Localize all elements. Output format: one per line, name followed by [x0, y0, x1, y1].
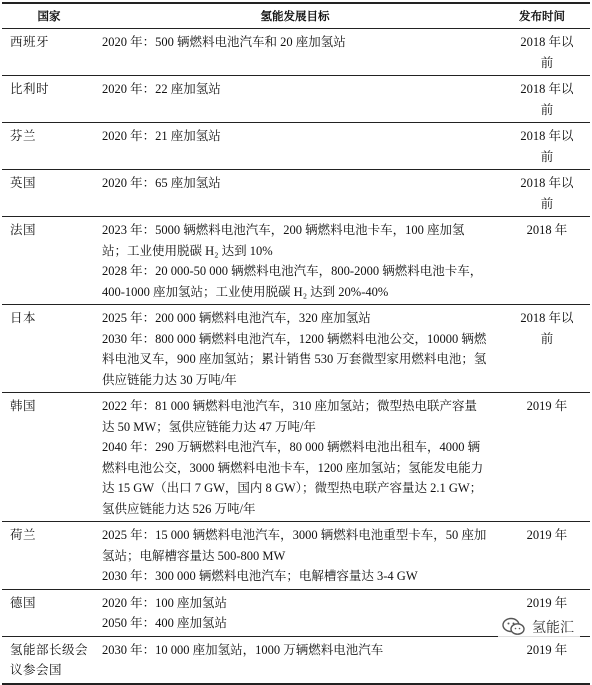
goal-line: 2020 年：500 辆燃料电池汽车和 20 座加氢站	[102, 35, 346, 49]
goal-cell	[96, 522, 494, 590]
goal-line: 2023 年：5000 辆燃料电池汽车，200 辆燃料电池卡车，100 座加氢站；工业使用脱碳 H₂ 达到 10%	[102, 223, 465, 258]
goal-line: 2020 年：21 座加氢站	[102, 129, 221, 143]
goal-line: 2020 年：22 座加氢站	[102, 82, 221, 96]
hydrogen-goals-table	[2, 2, 590, 685]
table-row	[2, 123, 590, 170]
goal-line: 2028 年：20 000-50 000 辆燃料电池汽车，800-2000 辆燃料电池卡车，400-1000 座加氢站；工业使用脱碳 H₂ 达到 20%-40%	[102, 264, 483, 299]
goal-line: 2030 年：300 000 辆燃料电池汽车；电解槽容量达 3-4 GW	[102, 569, 418, 583]
watermark	[498, 614, 580, 640]
goal-cell	[96, 217, 494, 305]
year-cell: 2019 年	[494, 636, 590, 684]
goal-line: 2030 年：10 000 座加氢站，1000 万辆燃料电池汽车	[102, 642, 384, 657]
table-row	[2, 170, 590, 217]
country-cell: 法国	[2, 217, 96, 305]
table-row	[2, 305, 590, 393]
goal-line: 2050 年：400 座加氢站	[102, 616, 228, 630]
watermark-text: 氢能汇	[532, 620, 574, 636]
goal-line: 2020 年：65 座加氢站	[102, 176, 221, 190]
table-row	[2, 76, 590, 123]
year-cell: 2018 年	[494, 217, 590, 305]
goal-cell	[96, 123, 494, 170]
year-cell: 2019 年	[494, 589, 590, 636]
table-row	[2, 29, 590, 76]
header-year: 发布时间	[494, 3, 590, 29]
wechat-icon	[502, 617, 526, 637]
country-cell: 西班牙	[2, 29, 96, 76]
header-country: 国家	[2, 3, 96, 29]
header-goal: 氢能发展目标	[96, 3, 494, 29]
goal-cell	[96, 589, 494, 636]
goal-cell	[96, 29, 494, 76]
goal-line: 2030 年：800 000 辆燃料电池汽车，1200 辆燃料电池公交，10000 辆燃料电池叉车，900 座加氢站；累计销售 530 万套微型家用燃料电池；氢供应链能力达 30 万吨/年	[102, 331, 487, 387]
goal-line: 2020 年：100 座加氢站	[102, 595, 228, 610]
country-cell: 比利时	[2, 76, 96, 123]
table-row	[2, 522, 590, 590]
goal-cell	[96, 76, 494, 123]
country-cell: 日本	[2, 305, 96, 393]
goal-cell	[96, 305, 494, 393]
table-row	[2, 636, 590, 684]
table-body	[2, 29, 590, 684]
country-cell: 韩国	[2, 393, 96, 522]
year-cell: 2018 年以前	[494, 305, 590, 393]
year-cell: 2018 年以前	[494, 76, 590, 123]
country-cell: 氢能部长级会议参会国	[2, 636, 96, 684]
country-cell: 德国	[2, 589, 96, 636]
year-cell: 2019 年	[494, 393, 590, 522]
goal-cell	[96, 393, 494, 522]
goal-cell	[96, 636, 494, 684]
goal-line: 2040 年：290 万辆燃料电池汽车，80 000 辆燃料电池出租车，4000 辆燃料电池公交，3000 辆燃料电池卡车，1200 座加氢站；氢能发电能力达 15 GW（出口 7 GW，国内 8 GW）；微型热电联产容量达 2.1 GW；氢供应链能力达 526 万吨/年	[102, 440, 484, 516]
goal-line: 2025 年：200 000 辆燃料电池汽车，320 座加氢站	[102, 311, 371, 325]
year-cell: 2018 年以前	[494, 29, 590, 76]
table-row	[2, 393, 590, 522]
goal-line: 2025 年：15 000 辆燃料电池汽车，3000 辆燃料电池重型卡车，50 座加氢站；电解槽容量达 500-800 MW	[102, 528, 487, 563]
year-cell: 2019 年	[494, 522, 590, 590]
year-cell: 2018 年以前	[494, 170, 590, 217]
goal-cell	[96, 170, 494, 217]
country-cell: 英国	[2, 170, 96, 217]
goal-line: 2022 年：81 000 辆燃料电池汽车，310 座加氢站；微型热电联产容量达 50 MW；氢供应链能力达 47 万吨/年	[102, 399, 478, 434]
table-row	[2, 217, 590, 305]
year-cell: 2018 年以前	[494, 123, 590, 170]
country-cell: 荷兰	[2, 522, 96, 590]
country-cell: 芬兰	[2, 123, 96, 170]
table-header-row	[2, 3, 590, 29]
